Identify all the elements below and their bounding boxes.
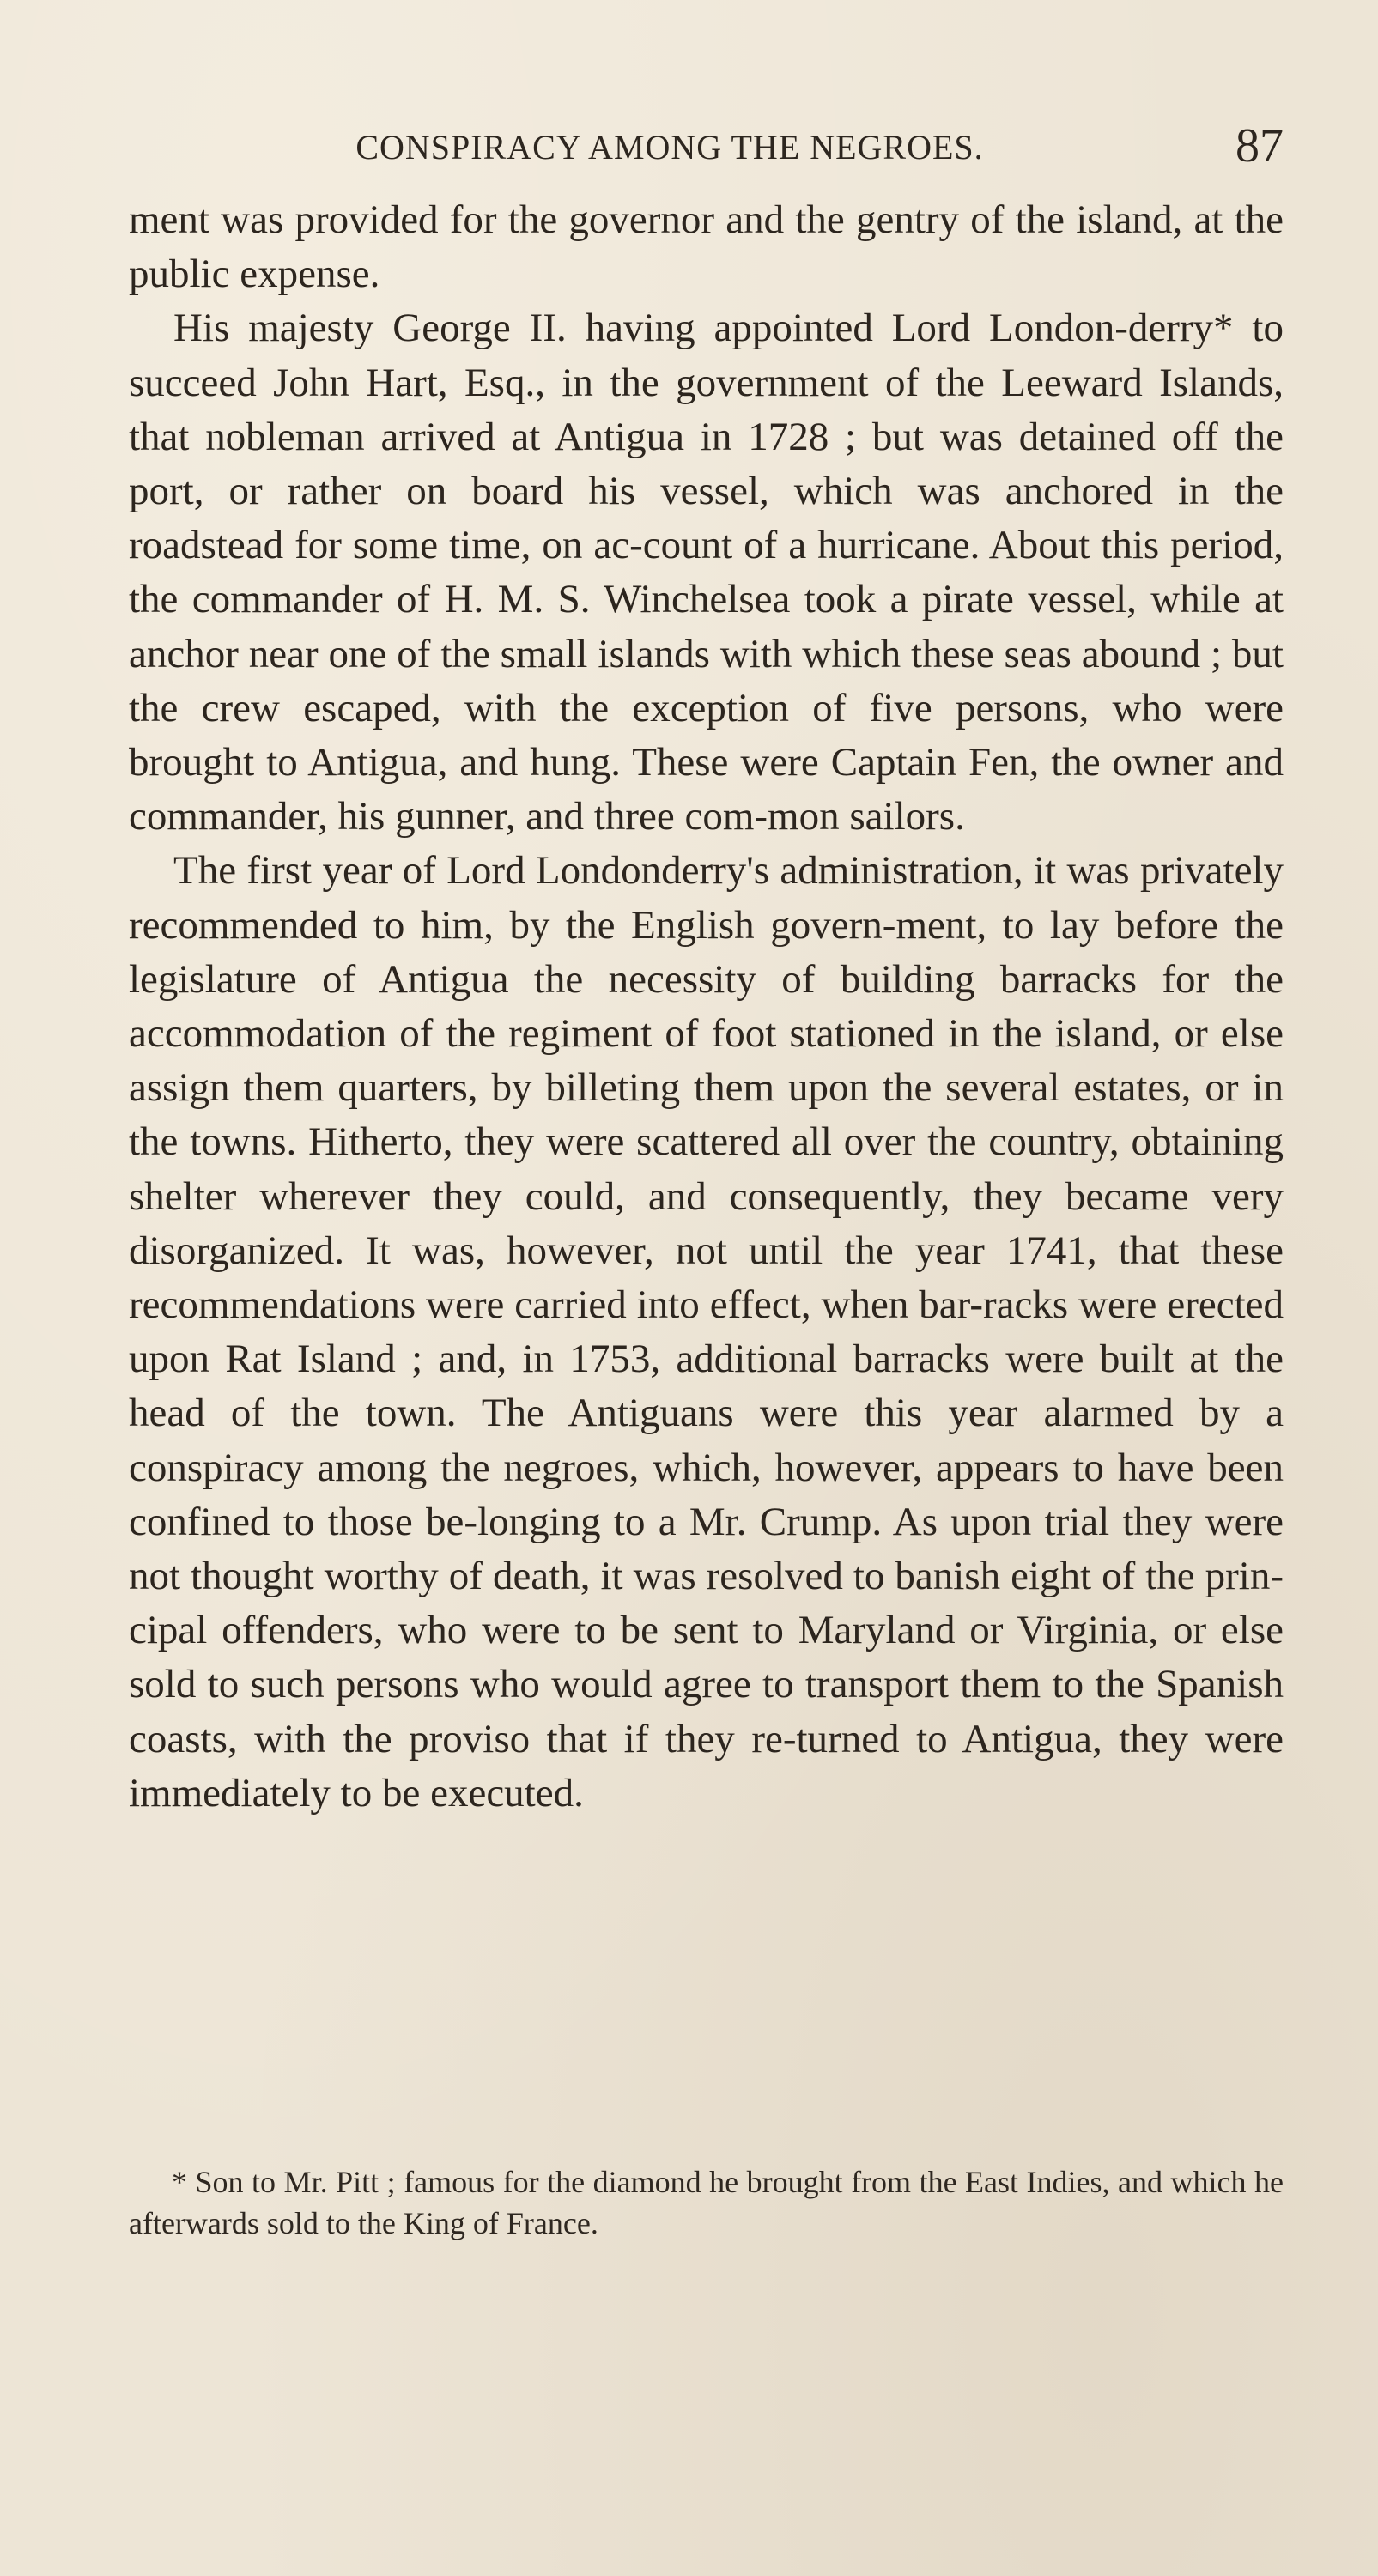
page-number: 87 — [1235, 119, 1284, 173]
paragraph-barracks: The first year of Lord Londonderry's administration, it was privately recommended to him, by the English govern-ment, to lay before the legislature of Antigua the necessity of building barracks for the accommodation of the regiment of foot stationed in the island, or else assign them quarters, by billeting them upon the several estates, or in the towns. Hitherto, they were scattered all over the country, obtaining shelter wherever they could, and consequently, they became very disorganized. It was, however, not until the year 1741, that these recommendations were carried into effect, when bar-racks were erected upon Rat Island ; and, in 1753, additional barracks were built at the head of the town. The Antiguans were this year alarmed by a conspiracy among the negroes, which, however, appears to have been confined to those be-longing to a Mr. Crump. As upon trial they were not thought worthy of death, it was resolved to banish eight of the prin-cipal offenders, who were to be sent to Maryland or Virginia, or else sold to such persons who would agree to transport them to the Spanish coasts, with the proviso that if they re-turned to Antigua, they were immediately to be executed. — [129, 848, 1284, 1815]
paragraph-londonderry: His majesty George II. having appointed Lord London-derry* to succeed John Hart, Esq., in the government of the Leeward Islands, that nobleman arrived at Antigua in 1728 ; but was detained off the port, or rather on board his vessel, which was anchored in the roadstead for some time, on ac-count of a hurricane. About this period, the commander of H. M. S. Winchelsea took a pirate vessel, while at anchor near one of the small islands with which these seas abound ; but the crew escaped, with the exception of five persons, who were brought to Antigua, and hung. These were Captain Fen, the owner and commander, his gunner, and three com-mon sailors. — [129, 306, 1284, 839]
paragraph-continued: ment was provided for the governor and the gentry of the island, at the public expense. — [129, 197, 1284, 297]
body-text — [129, 193, 1284, 1821]
page-header — [129, 119, 1284, 173]
footnote: * Son to Mr. Pitt ; famous for the diamond he brought from the East Indies, and which he afterwards sold to the King of France. — [129, 2165, 1284, 2240]
running-head: CONSPIRACY AMONG THE NEGROES. — [355, 128, 984, 167]
